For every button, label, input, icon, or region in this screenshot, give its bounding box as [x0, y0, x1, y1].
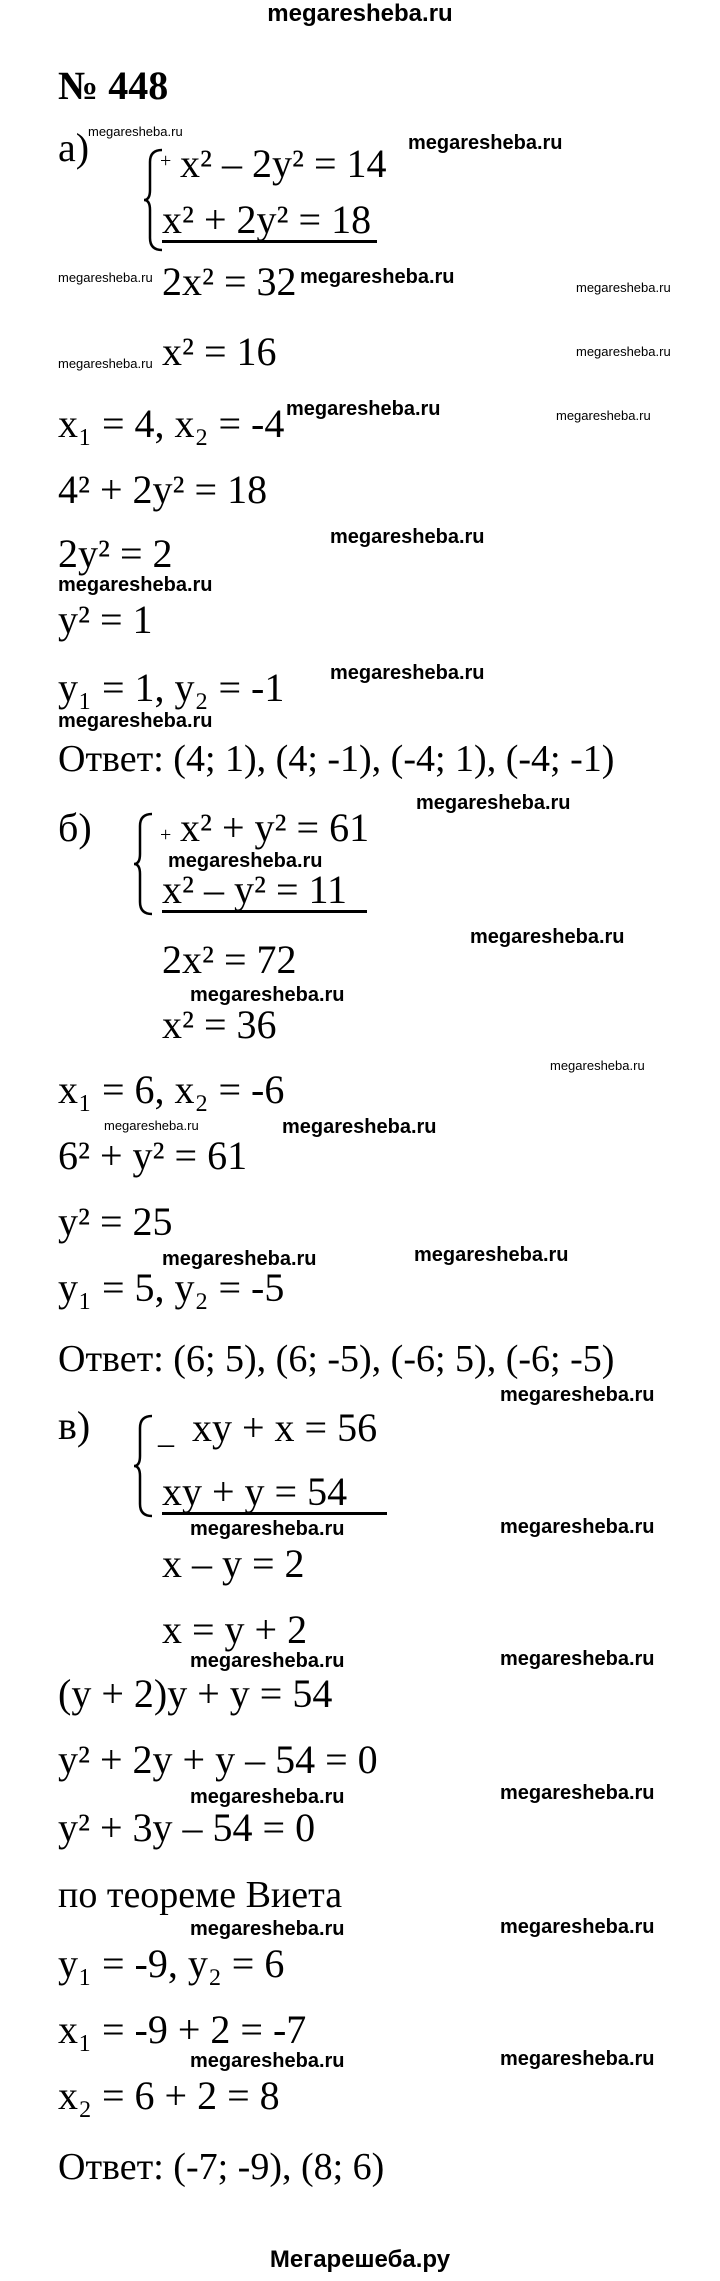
part-v-label: в) — [58, 1403, 91, 1448]
watermark[interactable]: megaresheba.ru — [190, 1786, 345, 1808]
part-b-line-3: x₁ = 6, x₂ = -6 — [58, 1067, 285, 1112]
watermark[interactable]: megaresheba.ru — [58, 574, 213, 596]
part-b-eq2: x² – y² = 11 — [162, 870, 367, 913]
part-v-answer: Ответ: (-7; -9), (8; 6) — [58, 2146, 385, 2188]
watermark[interactable]: megaresheba.ru — [470, 926, 625, 948]
part-a-line-3: x₁ = 4, x₂ = -4 — [58, 401, 285, 446]
part-v-line-6: по теореме Виета — [58, 1874, 343, 1916]
watermark[interactable]: megaresheba.ru — [162, 1248, 317, 1270]
watermark[interactable]: megaresheba.ru — [282, 1116, 437, 1138]
watermark[interactable]: megaresheba.ru — [168, 850, 323, 872]
watermark[interactable]: megaresheba.ru — [190, 1518, 345, 1540]
watermark[interactable]: megaresheba.ru — [576, 280, 671, 295]
watermark[interactable]: megaresheba.ru — [300, 266, 455, 288]
header-site[interactable]: megaresheba.ru — [267, 0, 453, 27]
watermark[interactable]: megaresheba.ru — [416, 792, 571, 814]
part-v-eq1: xy + x = 56 — [192, 1405, 378, 1450]
part-b-line-6: y₁ = 5, y₂ = -5 — [58, 1265, 285, 1310]
watermark[interactable]: megaresheba.ru — [58, 710, 213, 732]
watermark[interactable]: megaresheba.ru — [104, 1118, 199, 1133]
part-a-line-1: 2x² = 32 — [162, 259, 297, 304]
part-a-line-5: 2y² = 2 — [58, 531, 173, 576]
part-v-line-3: (y + 2)y + y = 54 — [58, 1671, 333, 1716]
watermark[interactable]: megaresheba.ru — [500, 1384, 655, 1406]
part-v-line-8: x₁ = -9 + 2 = -7 — [58, 2007, 307, 2052]
part-v-op: _ — [158, 1414, 174, 1450]
watermark[interactable]: megaresheba.ru — [190, 2050, 345, 2072]
part-a-eq1: x² – 2y² = 14 — [180, 141, 387, 186]
part-v-line-4: y² + 2y + y – 54 = 0 — [58, 1737, 378, 1782]
part-a-label: а) — [58, 125, 90, 170]
watermark[interactable]: megaresheba.ru — [500, 2048, 655, 2070]
watermark[interactable]: megaresheba.ru — [58, 356, 153, 371]
watermark[interactable]: megaresheba.ru — [556, 408, 651, 423]
watermark[interactable]: megaresheba.ru — [500, 1648, 655, 1670]
part-a-line-7: y₁ = 1, y₂ = -1 — [58, 665, 285, 710]
watermark[interactable]: megaresheba.ru — [190, 984, 345, 1006]
part-v-line-9: x₂ = 6 + 2 = 8 — [58, 2073, 280, 2118]
part-b-eq1: x² + y² = 61 — [180, 805, 370, 850]
footer-site[interactable]: Мегарешеба.ру — [269, 2246, 451, 2273]
problem-number: № 448 — [58, 63, 169, 108]
part-a-eq2: x² + 2y² = 18 — [162, 200, 377, 243]
brace-icon — [132, 812, 154, 916]
part-v-line-7: y₁ = -9, y₂ = 6 — [58, 1941, 285, 1986]
watermark[interactable]: megaresheba.ru — [190, 1918, 345, 1940]
part-b-line-1: 2x² = 72 — [162, 937, 297, 982]
watermark[interactable]: megaresheba.ru — [500, 1916, 655, 1938]
part-b-line-5: y² = 25 — [58, 1199, 173, 1244]
watermark[interactable]: megaresheba.ru — [500, 1782, 655, 1804]
part-a-line-6: y² = 1 — [58, 597, 153, 642]
brace-icon — [132, 1414, 154, 1518]
part-b-line-2: x² = 36 — [162, 1002, 277, 1047]
part-a-answer: Ответ: (4; 1), (4; -1), (-4; 1), (-4; -1) — [58, 738, 615, 780]
watermark[interactable]: megaresheba.ru — [414, 1244, 569, 1266]
watermark[interactable]: megaresheba.ru — [88, 124, 183, 139]
part-v-line-1: x – y = 2 — [162, 1541, 305, 1586]
watermark[interactable]: megaresheba.ru — [576, 344, 671, 359]
part-v-eq2: xy + y = 54 — [162, 1472, 387, 1515]
part-a-line-4: 4² + 2y² = 18 — [58, 467, 268, 512]
watermark[interactable]: megaresheba.ru — [330, 662, 485, 684]
watermark[interactable]: megaresheba.ru — [286, 398, 441, 420]
part-b-answer: Ответ: (6; 5), (6; -5), (-6; 5), (-6; -5) — [58, 1338, 615, 1380]
part-v-line-5: y² + 3y – 54 = 0 — [58, 1805, 316, 1850]
watermark[interactable]: megaresheba.ru — [58, 270, 153, 285]
watermark[interactable]: megaresheba.ru — [408, 132, 563, 154]
part-a-line-2: x² = 16 — [162, 329, 277, 374]
part-v-line-2: x = y + 2 — [162, 1607, 308, 1652]
watermark[interactable]: megaresheba.ru — [500, 1516, 655, 1538]
part-b-line-4: 6² + y² = 61 — [58, 1133, 248, 1178]
part-b-label: б) — [58, 805, 92, 850]
part-b-op: + — [160, 824, 172, 846]
part-a-op: + — [160, 150, 172, 172]
watermark[interactable]: megaresheba.ru — [330, 526, 485, 548]
watermark[interactable]: megaresheba.ru — [190, 1650, 345, 1672]
watermark[interactable]: megaresheba.ru — [550, 1058, 645, 1073]
